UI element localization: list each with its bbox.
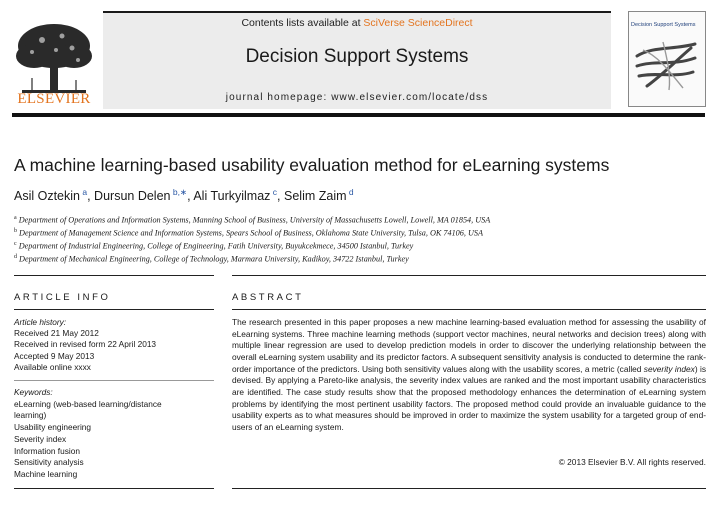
keyword-item: Sensitivity analysis: [14, 457, 84, 468]
author-separator: ,: [87, 189, 95, 204]
abstract-top-rule: [232, 275, 706, 276]
keywords-label: Keywords:: [14, 387, 53, 397]
affiliation-item: [14, 213, 714, 226]
author-affiliation-mark[interactable]: c: [270, 187, 278, 197]
author-list: [14, 187, 714, 203]
homepage-prefix: journal homepage:: [225, 92, 332, 103]
history-label: Article history:: [14, 317, 67, 327]
affiliation-text: Department of Mechanical Engineering, College of Technology, Marmara University, Kadikoy, 34722 Istanbul, Turkey: [19, 254, 409, 264]
affiliation-item: [14, 239, 714, 252]
copyright-notice: © 2013 Elsevier B.V. All rights reserved.: [558, 457, 706, 467]
author-affiliation-mark[interactable]: a: [80, 187, 88, 197]
article-info-heading: ARTICLE INFO: [14, 292, 111, 303]
cover-title: Decision Support Systems: [631, 22, 696, 28]
keyword-item: Usability engineering: [14, 422, 92, 433]
article-info-bottom-rule: [14, 488, 214, 489]
abstract-text-part2: ) is devised. By applying a Pareto-like analysis, the severity index values are ranked and the most important usability characteristics are identified. The case study results show that the proposed methodology enhances the determination of eLearning system problems by identifying the most pertinent usability factors. The proposed method could provide an invaluable guidance to the usability experts as to what measures should be improved in order to maximize the system usability for a targeted group of end-users of an eLearning system.: [232, 363, 706, 432]
sciencedirect-link[interactable]: SciVerse ScienceDirect: [363, 17, 473, 29]
header-divider: [12, 113, 705, 117]
author-name: Asil Oztekin: [14, 189, 80, 204]
author-name: Dursun Delen: [94, 189, 171, 204]
keywords-block: [14, 387, 214, 481]
keywords-divider: [14, 380, 214, 381]
article-history: [14, 317, 214, 373]
abstract-heading: ABSTRACT: [232, 292, 304, 303]
homepage-url-link[interactable]: www.elsevier.com/locate/dss: [331, 92, 489, 103]
history-item: Accepted 9 May 2013: [14, 350, 95, 361]
abstract-bottom-rule: [232, 488, 706, 489]
affiliation-mark: a: [14, 215, 17, 221]
contents-line: [103, 17, 611, 29]
affiliation-item: [14, 226, 714, 239]
affiliation-text: Department of Management Science and Information Systems, Spears School of Business, Oklahoma State University, Tulsa, OK 74106, USA: [19, 228, 483, 238]
article-info-top-rule: [14, 275, 214, 276]
abstract-emphasis: severity index: [643, 363, 695, 374]
history-item: Received 21 May 2012: [14, 328, 99, 339]
abstract-body: [232, 317, 706, 434]
abstract-heading-rule: [232, 309, 706, 310]
contents-prefix: Contents lists available at: [241, 17, 364, 29]
publisher-logo-text: ELSEVIER: [17, 91, 91, 107]
author-name: Selim Zaim: [284, 189, 347, 204]
abstract-text-part1: The research presented in this paper proposes a new machine learning-based evaluation method for assessing the usability of eLearning systems. Three machine learning methods (support vector machines, neural networks and decision trees) along with multiple linear regression are used to develop prediction models in order to discover the underlying relationship between the overall eLearning system usability and its predictor factors. A subsequent sensitivity analysis is conducted to determine the rank-order importance of the predictors. Using both sensitivity values along with the usability scores, a metric (called: [232, 317, 706, 374]
history-item: Available online xxxx: [14, 361, 91, 372]
keyword-item: Information fusion: [14, 445, 80, 456]
affiliation-item: [14, 252, 714, 265]
article-title: A machine learning-based usability evaluation method for eLearning systems: [14, 155, 610, 175]
affiliation-text: Department of Industrial Engineering, College of Engineering, Fatih University, Buyukcekmece, 34500 Istanbul, Turkey: [18, 241, 414, 251]
cover-artwork-icon: [633, 36, 699, 92]
author-name: Ali Turkyilmaz: [193, 189, 271, 204]
keyword-item: Severity index: [14, 433, 67, 444]
author-separator: ,: [187, 189, 194, 204]
journal-title: Decision Support Systems: [245, 46, 469, 67]
affiliation-mark: c: [14, 241, 17, 248]
affiliation-mark: b: [14, 228, 17, 235]
affiliation-list: [14, 213, 714, 265]
article-info-heading-rule: [14, 309, 214, 310]
history-item: Received in revised form 22 April 2013: [14, 339, 157, 350]
keyword-item: eLearning (web-based learning/distance: [14, 398, 162, 409]
author-affiliation-mark[interactable]: d: [346, 187, 354, 197]
affiliation-mark: d: [14, 254, 17, 261]
author-affiliation-mark[interactable]: b,∗: [170, 187, 188, 197]
keyword-item: learning): [14, 410, 47, 421]
keyword-item: Machine learning: [14, 468, 78, 479]
journal-homepage-line: [103, 92, 611, 103]
affiliation-text: Department of Operations and Information Systems, Manning School of Business, University of Massachusetts Lowell, Lowell, MA 01854, USA: [18, 215, 491, 225]
author-separator: ,: [277, 189, 284, 204]
